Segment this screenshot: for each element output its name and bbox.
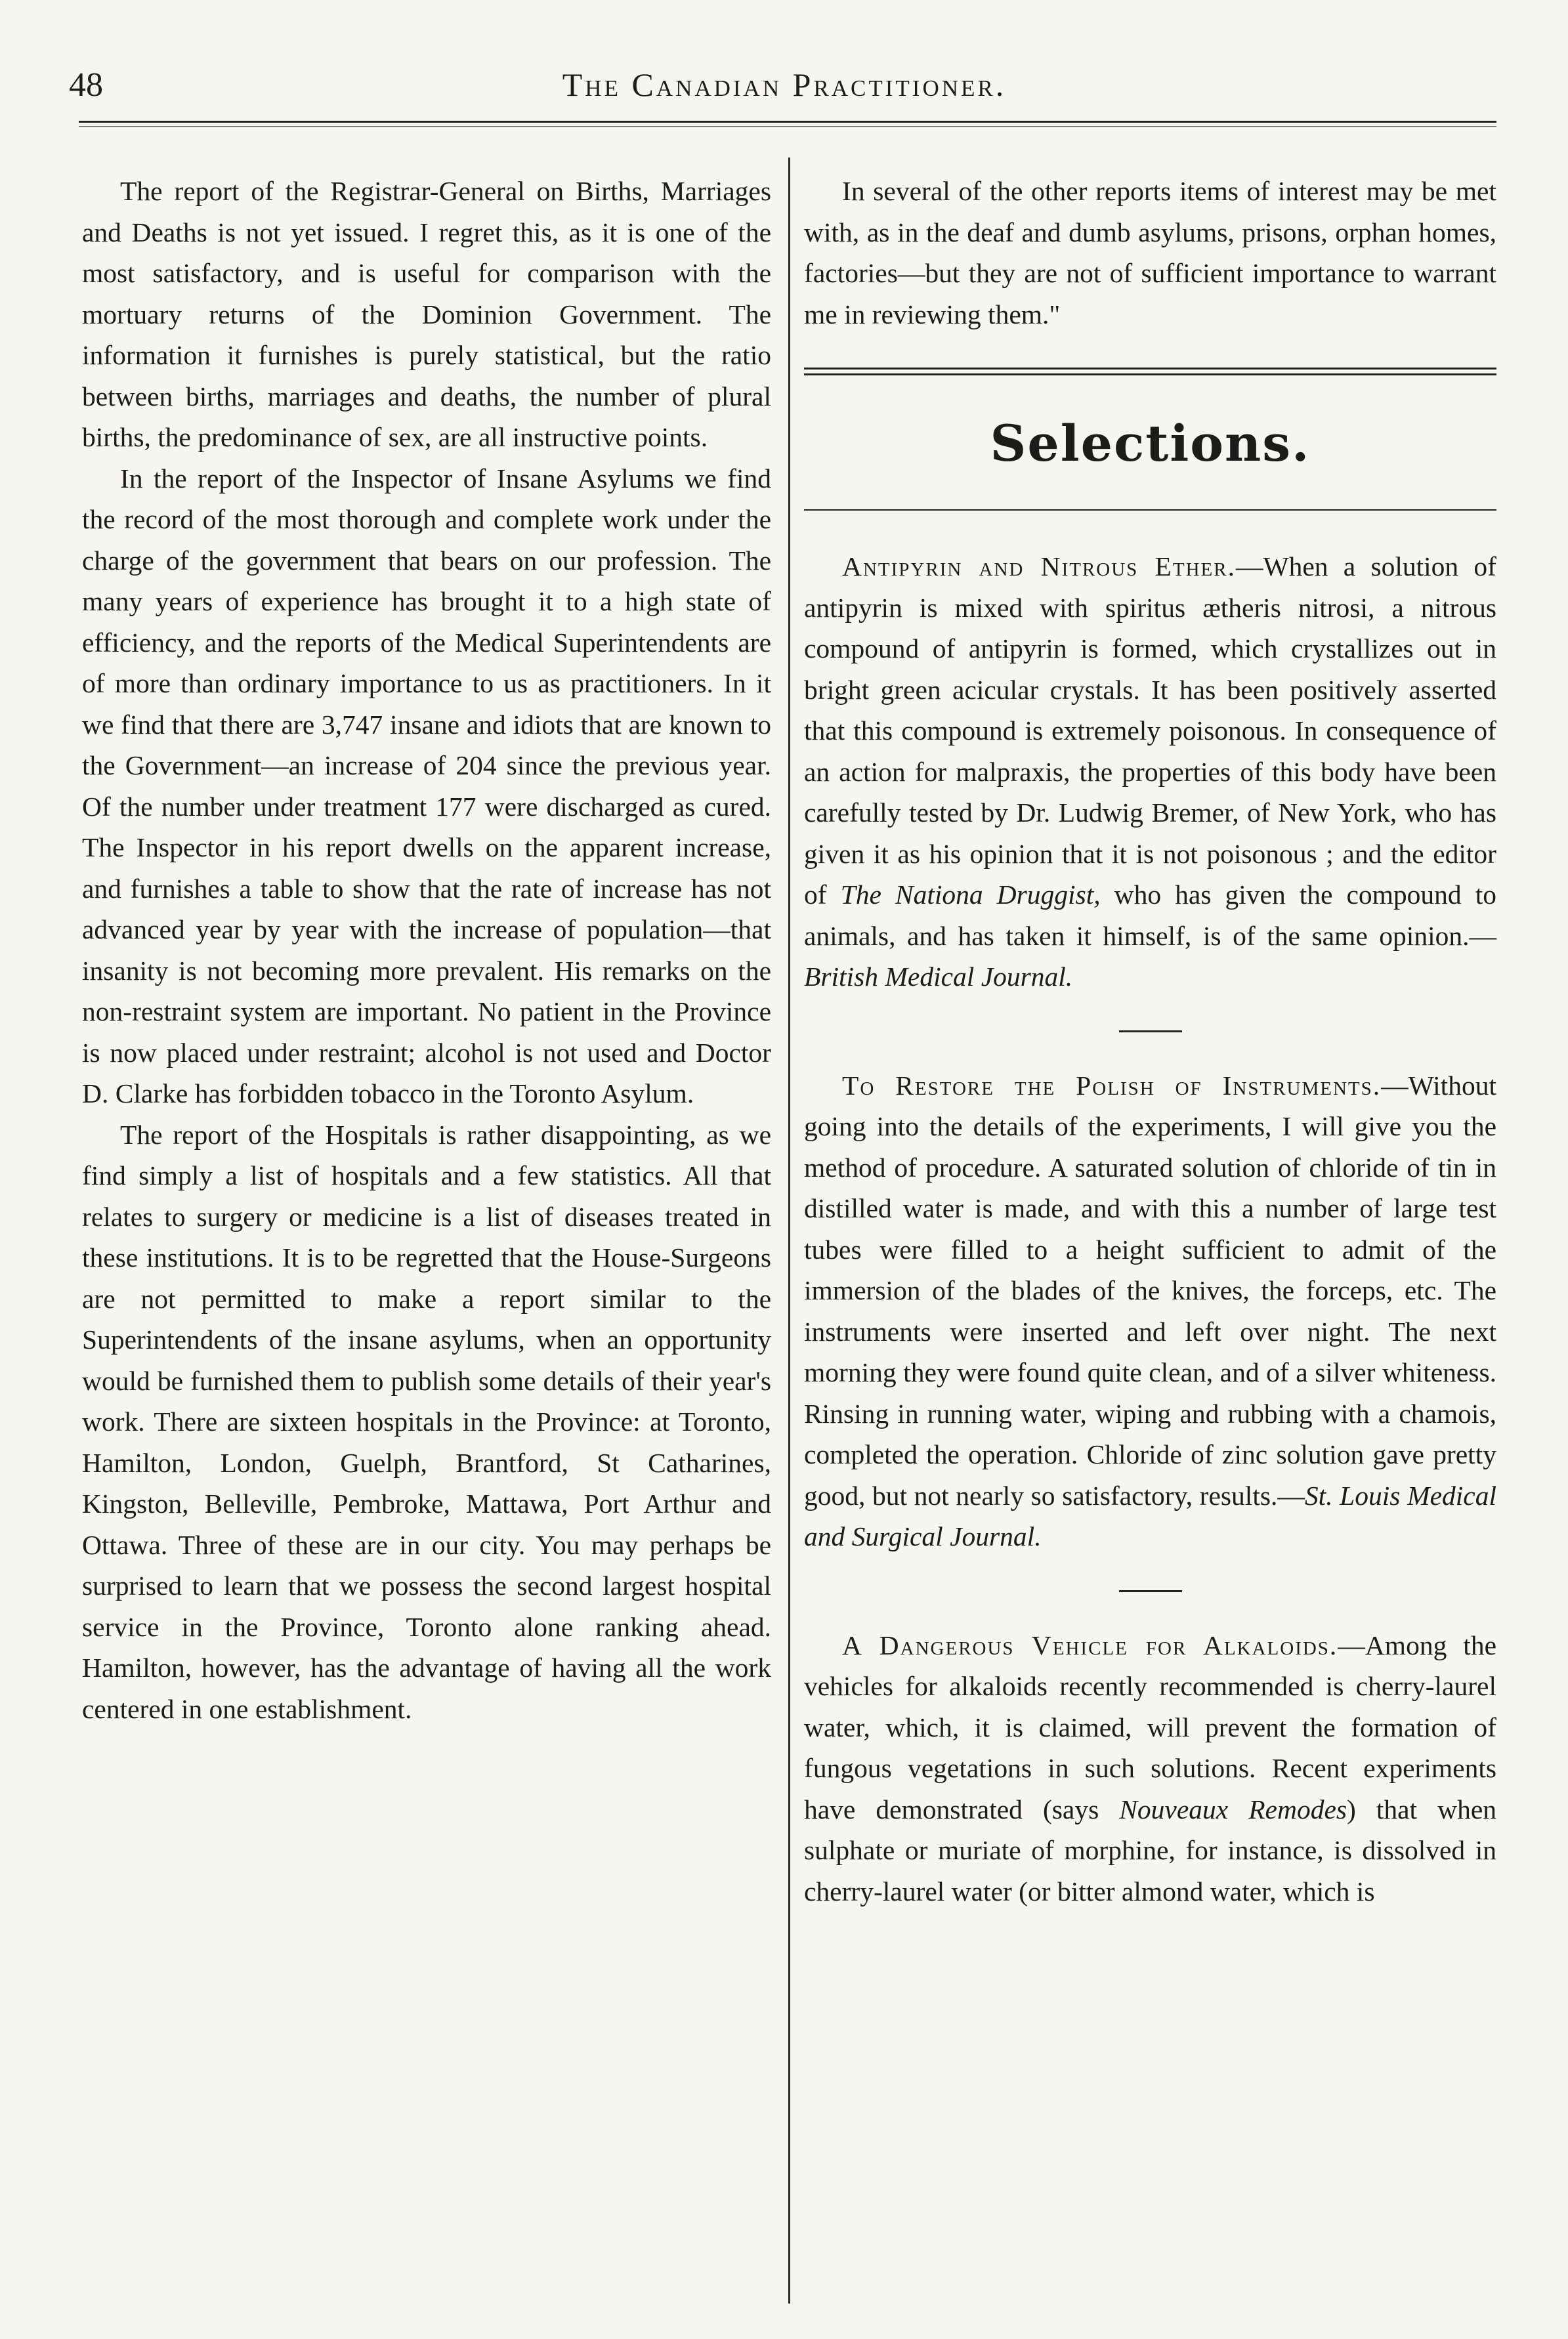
column-divider (788, 158, 790, 2304)
article-body-cont: ) that when sulphate or muriate of morphine, for instance, is dissolved in cherry-laurel water (or bitter almond water, which is (804, 1794, 1496, 1907)
article-title: To Restore the Polish of Instruments. (842, 1070, 1382, 1101)
left-column (82, 171, 771, 1729)
page-header (69, 60, 1500, 119)
paragraph-insane-asylums: In the report of the Inspector of Insane Asylums we find the record of the most thorough and complete work under the charge of the government that bears on our profession. The many years of experience has brought it to a high state of efficiency, and the reports of the Medical Superintendents are of more than ordinary importance to us as practitioners. In it we find that there are 3,747 insane and idiots that are known to the Government—an increase of 204 since the previous year. Of the number under treatment 177 were discharged as cured. The Inspector in his report dwells on the apparent increase, and furnishes a table to show that the rate of increase has not advanced year by year with the increase of population—that insanity is not becoming more prevalent. His remarks on the non-restraint system are important. No patient in the Province is now placed under restraint; alcohol is not used and Doctor D. Clarke has forbidden tobacco in the Toronto Asylum. (82, 463, 771, 1108)
page-number: 48 (69, 66, 103, 104)
article-source: St. Louis Medical and Surgical Journal. (804, 1480, 1496, 1551)
article-body: —Among the vehicles for alkaloids recently recommended is cherry-laurel water, which, it is claimed, will prevent the formation of fungous vegetations in such solutions. Recent experiments have demonstrated (says (804, 1630, 1497, 1824)
article-polish-instruments (804, 1065, 1496, 1557)
running-title: The Canadian Practitioner. (562, 66, 1007, 103)
section-rule-top (804, 368, 1496, 375)
article-separator (1119, 1590, 1182, 1592)
article-dangerous-vehicle (804, 1625, 1496, 1912)
article-body-cont: who has given the compound to animals, and has taken it himself, is of the same opinion.— (804, 879, 1496, 951)
article-source: British Medical Journal. (804, 961, 1073, 992)
article-antipyrin (804, 546, 1496, 998)
article-body: —Without going into the details of the experiments, I will give you the method of procedure. A saturated solution of chloride of tin in distilled water is made, and with this a number of large test tubes were filled to a height sufficient to admit of the immersion of the blades of the knives, the forceps, etc. The instruments were inserted and left over night. The next morning they were found quite clean, and of a silver whiteness. Rinsing in running water, wiping and rubbing with a chamois, completed the operation. Chloride of zinc solution gave pretty good, but not nearly so satisfactory, results.— (804, 1070, 1496, 1511)
right-column (804, 171, 1496, 1912)
paragraph-registrar-report: The report of the Registrar-General on Births, Marriages and Deaths is not yet issued. I regret this, as it is one of the most satisfactory, and is useful for comparison with the mortuary returns of the Dominion Government. The information it furnishes is purely statistical, but the ratio between births, marriages and deaths, the number of plural births, the predominance of sex, are all instructive points. (82, 176, 771, 452)
section-rule-bottom (804, 509, 1496, 511)
article-title: A Dangerous Vehicle for Alkaloids. (842, 1630, 1338, 1660)
section-heading: Selections. (990, 414, 1311, 473)
paragraph-hospitals: The report of the Hospitals is rather disappointing, as we find simply a list of hospitals and a few statistics. All that relates to surgery or medicine is a list of diseases treated in these institutions. It is to be regretted that the House-Surgeons are not permitted to make a report similar to the Superintendents of the insane asylums, when an opportunity would be furnished them to publish some details of their year's work. There are sixteen hospitals in the Province: at Toronto, Hamilton, London, Guelph, Brantford, St Catharines, Kingston, Belleville, Pembroke, Mattawa, Port Arthur and Ottawa. Three of these are in our city. You may perhaps be surprised to learn that we possess the second largest hospital service in the Province, Toronto alone ranking ahead. Hamilton, however, has the advantage of having all the work centered in one establishment. (82, 1119, 771, 1724)
article-body: —When a solution of antipyrin is mixed with spiritus ætheris nitrosi, a nitrous compound of antipyrin is formed, which crystallizes out in bright green acicular crystals. It has been positively asserted that this compound is extremely poisonous. In consequence of an action for malpraxis, the properties of this body have been carefully tested by Dr. Ludwig Bremer, of New York, who has given it as his opinion that it is not poisonous ; and the editor of (804, 551, 1496, 910)
article-title: Antipyrin and Nitrous Ether. (842, 551, 1236, 581)
header-rule (79, 121, 1496, 127)
article-italic-ref: The Nationa Druggist, (840, 879, 1101, 910)
article-italic-ref: Nouveaux Remodes (1119, 1794, 1347, 1824)
paragraph-other-reports: In several of the other reports items of interest may be met with, as in the deaf and dumb asylums, prisons, orphan homes, factories—but they are not of sufficient importance to warrant me in reviewing them." (804, 176, 1496, 329)
article-separator (1119, 1030, 1182, 1032)
